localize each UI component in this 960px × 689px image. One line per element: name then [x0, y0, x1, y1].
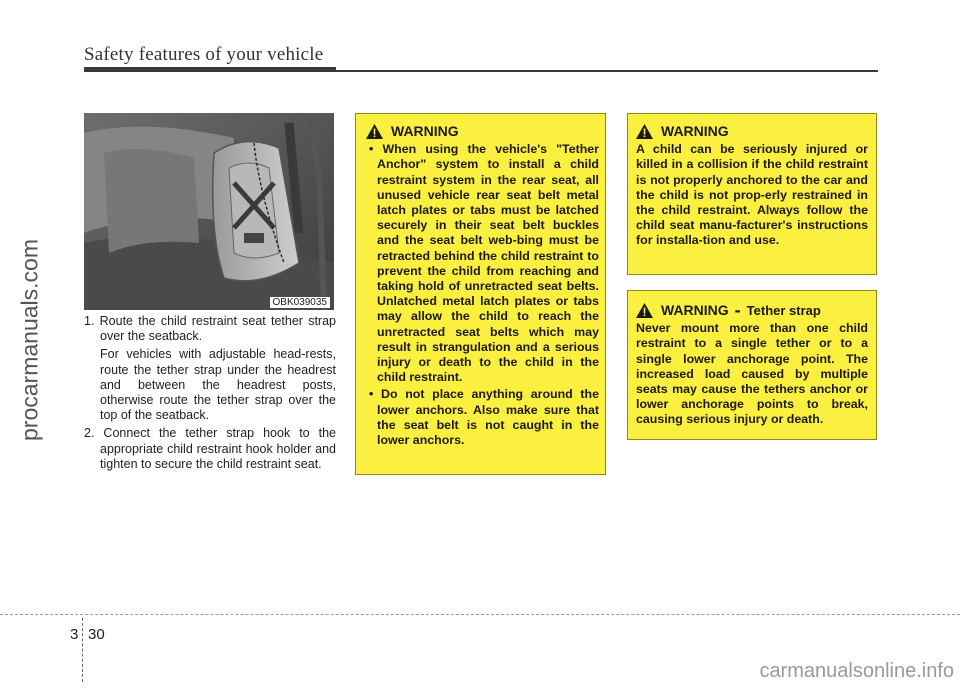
warning-text: Never mount more than one child restraint to a single tether or to a single lower anchorage point. The increased load caused by multiple seats may cause the tethers anchor or lower anchorage points to break, causing serious injury or death.	[636, 321, 868, 427]
warning-triangle-icon	[636, 303, 653, 318]
warning-bullet-list	[366, 142, 599, 448]
side-watermark: procarmanuals.com	[16, 239, 43, 441]
instruction-steps	[84, 314, 336, 474]
warning-bullet: • When using the vehicle's "Tether Anchor" system to install a child restraint system in the rear seat, all unused vehicle rear seat belt metal latch plates or tabs must be latched securely in their seat belt buckles and the seat belt web-bing must be retracted behind the child restraint to prevent the child from reaching and taking hold of unretracted seat belts. Unlatched metal latch plates or tabs may allow the child to reach the unretracted seat belts which may result in strangulation and a serious injury or death to the child in the child restraint.	[369, 142, 600, 385]
section-number: 3	[70, 626, 79, 643]
warning-subtitle: Tether strap	[746, 303, 821, 318]
footer-rule	[0, 614, 960, 615]
warning-title: WARNING	[636, 124, 868, 139]
page-header-title: Safety features of your vehicle	[84, 44, 324, 65]
header-rule-thin	[336, 70, 878, 72]
footer-separator	[82, 618, 84, 682]
step-2: 2. Connect the tether strap hook to the appropriate child restraint hook holder and tighten to secure the child restraint seat.	[84, 426, 336, 471]
figure-code: OBK039035	[270, 297, 331, 308]
warning-box-child-restraint	[627, 113, 877, 275]
warning-text: A child can be seriously injured or killed in a collision if the child restraint is not properly anchored to the car and the child is not prop-erly restrained in the child restraint. Always follow the child seat manu-facturer's instructions for installa-tion and use.	[636, 142, 868, 248]
warning-box-tether-anchor	[355, 113, 606, 475]
header-rule-thick	[84, 67, 336, 72]
child-seat-photo	[84, 113, 334, 310]
warning-title: WARNING	[366, 124, 599, 139]
warning-triangle-icon	[636, 124, 653, 139]
bottom-watermark: carmanualsonline.info	[759, 660, 954, 682]
warning-triangle-icon	[366, 124, 383, 139]
step-1: 1. Route the child restraint seat tether strap over the seatback.	[84, 314, 336, 344]
warning-title: WARNING - Tether strap	[636, 303, 868, 318]
page-number: 30	[88, 626, 105, 643]
warning-bullet: • Do not place anything around the lower anchors. Also make sure that the seat belt is not caught in the lower anchors.	[369, 387, 599, 448]
warning-box-tether-strap	[627, 290, 877, 440]
child-seat-illustration	[84, 113, 334, 310]
step-1-note: For vehicles with adjustable head-rests, route the tether strap under the headrest and between the headrest posts, otherwise route the tether strap over the top of the seatback.	[100, 347, 336, 423]
